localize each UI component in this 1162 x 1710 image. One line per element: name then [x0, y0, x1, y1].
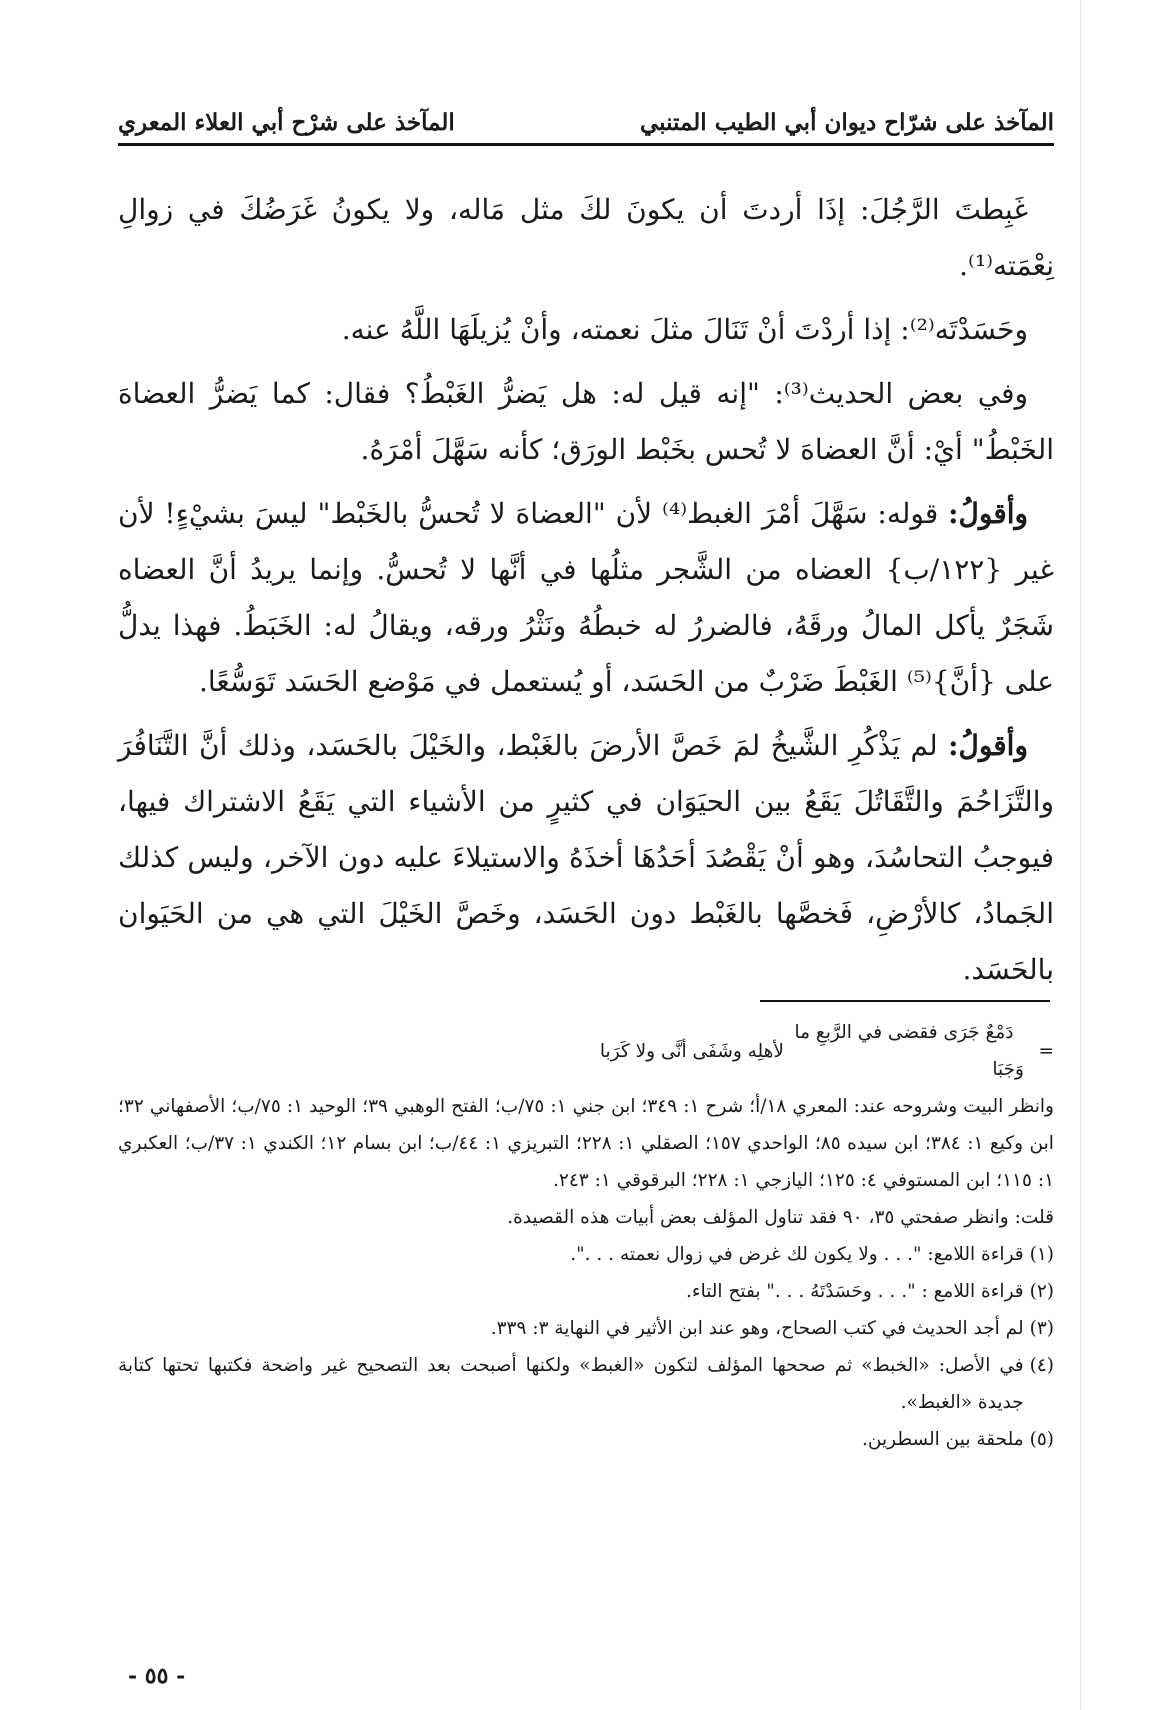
footnotes: [118, 1014, 1054, 1458]
paragraph-4-text: قوله: سَهَّلَ أمْرَ الغبط⁽⁴⁾ لأن "العضاهَ لا تُحسُّ بالخَبْط" ليسَ بشيْءٍ! لأن غير {١٢٢/ب} العضاه من الشَّجر مثلُها في أنَّها لا تُحسُّ. وإنما يريدُ أنَّ العضاه شَجَرٌ يأكل المالُ ورقَهُ، فالضررُ له خبطُهُ ونَثْرُ ورقه، ويقالُ له: الخَبَطُ. فهذا يدلُّ على {أنَّ}⁽⁵⁾ الغَبْطَ ضَرْبٌ من الحَسَد، أو يُستعمل في مَوْضع الحَسَد تَوَسُّعًا.: [118, 497, 1054, 698]
footnote-item: [118, 1236, 1054, 1273]
footnote-text: ملحقة بين السطرين.: [862, 1429, 1024, 1450]
footnote-number: (٥): [1029, 1429, 1054, 1450]
paragraph-4: [118, 486, 1054, 710]
footnote-item: [118, 1347, 1054, 1421]
verse-second-hemistich: لأهلِه وشَفَى أنَّى ولا كَرَبا: [599, 1040, 784, 1062]
footnote-item: [118, 1310, 1054, 1347]
paragraph-3: وفي بعض الحديث⁽³⁾: "إنه قيل له: هل يَضرُّ الغَبْطُ؟ فقال: كما يَضرُّ العضاهَ الخَبْطُ" أيْ: أنَّ العضاهَ لا تُحس بخَبْط الورَق؛ كأنه سَهَّلَ أمْرَهُ.: [118, 377, 1054, 466]
footnote-remark: قلت: وانظر صفحتي ٣٥، ٩٠ فقد تناول المؤلف بعض أبيات هذه القصيدة.: [507, 1207, 1054, 1228]
footnote-number: (٤): [1029, 1355, 1054, 1376]
paragraph-4-lead: وأقولُ:: [948, 497, 1029, 530]
page-number: - ٥٥ -: [128, 1663, 186, 1689]
paragraph-5-lead: وأقولُ:: [948, 729, 1028, 762]
header-rule: [118, 143, 1054, 146]
footnote-number: (٣): [1029, 1318, 1054, 1339]
footnote-rule: [760, 1000, 1050, 1002]
footnote-references: وانظر البيت وشروحه عند: المعري ١٨/أ؛ شرح ١: ٣٤٩؛ ابن جني ١: ٧٥/ب؛ الفتح الوهبي ٣٩؛ الوحيد ١: ٧٥/ب؛ الأصفهاني ٣٢؛ ابن وكيع ١: ٣٨٤؛ ابن سيده ٨٥؛ الواحدي ١٥٧؛ الصقلي ١: ٢٢٨؛ التبريزي ١: ٤٤/ب؛ ابن بسام ١٢؛ الكندي ١: ٣٧/ب؛ العكبري ١: ١١٥؛ ابن المستوفي ٤: ١٢٥؛ اليازجي ١: ٢٢٨؛ البرقوقي ١: ٢٤٣.: [118, 1096, 1054, 1191]
footnote-text: في الأصل: «الخبط» ثم صححها المؤلف لتكون «الغبط» ولكنها أصبحت بعد التصحيح غير واضحة فكتبها تحتها كتابة جديدة «الغبط».: [118, 1355, 1024, 1413]
verse-first-hemistich: دَمْعٌ جَرَى فقضى في الرَّبعِ ما وَجَبَا: [794, 1022, 1024, 1080]
main-text: [118, 182, 1054, 1006]
footnote-text: قراءة اللامع : ". . . وحَسَدْتَهُ . . ." بفتح التاء.: [685, 1281, 1024, 1302]
footnote-item: [118, 1421, 1054, 1458]
paragraph-1: غَبِطتَ الرَّجُلَ: إذَا أردتَ أن يكونَ لكَ مثل مَاله، ولا يكونُ غَرَضُكَ في زوالِ نِعْمَته⁽¹⁾.: [118, 193, 1054, 282]
footnote-number: (٢): [1029, 1281, 1054, 1302]
paragraph-5: [118, 718, 1054, 998]
footnote-number: (١): [1029, 1244, 1054, 1265]
running-header: [118, 92, 1054, 136]
footnote-text: لم أجد الحديث في كتب الصحاح، وهو عند ابن الأثير في النهاية ٣: ٣٣٩.: [490, 1318, 1024, 1339]
continuation-mark: =: [1038, 1040, 1054, 1062]
header-section-title: المآخذ على شرْح أبي العلاء المعري: [118, 109, 455, 136]
scan-edge-line: [1080, 0, 1081, 1710]
header-book-title: المآخذ على شرّاح ديوان أبي الطيب المتنبي: [640, 109, 1054, 136]
paragraph-2: وحَسَدْتَه⁽²⁾: إذا أردْتَ أنْ تَنَالَ مثلَ نعمته، وأنْ يُزيلَهَا اللَّهُ عنه.: [341, 313, 1028, 346]
paragraph-5-text: لم يَذْكُرِ الشَّيخُ لمَ خَصَّ الأرضَ بالغَبْط، والخَيْلَ بالحَسَد، وذلك أنَّ التَّنَافُرَ والتَّزَاحُمَ والتَّقَاتُلَ يَقَعُ بين الحيَوَان في كثيرٍ من الأشياء التي يَقَعُ الاشتراك فيها، فيوجبُ التحاسُدَ، وهو أنْ يَقْصُدَ أحَدُهَا أخذَهُ والاستيلاءَ عليه دون الآخر، وليس كذلك الجَمادُ، كالأرْضِ، فَخصَّها بالغَبْط دون الحَسَد، وخَصَّ الخَيْلَ التي هي من الحَيَوان بالحَسَد.: [118, 729, 1054, 986]
footnote-item: [118, 1273, 1054, 1310]
verse-line: [118, 1014, 1054, 1088]
footnote-text: قراءة اللامع: ". . . ولا يكون لك غرض في زوال نعمته . . .".: [570, 1244, 1024, 1265]
